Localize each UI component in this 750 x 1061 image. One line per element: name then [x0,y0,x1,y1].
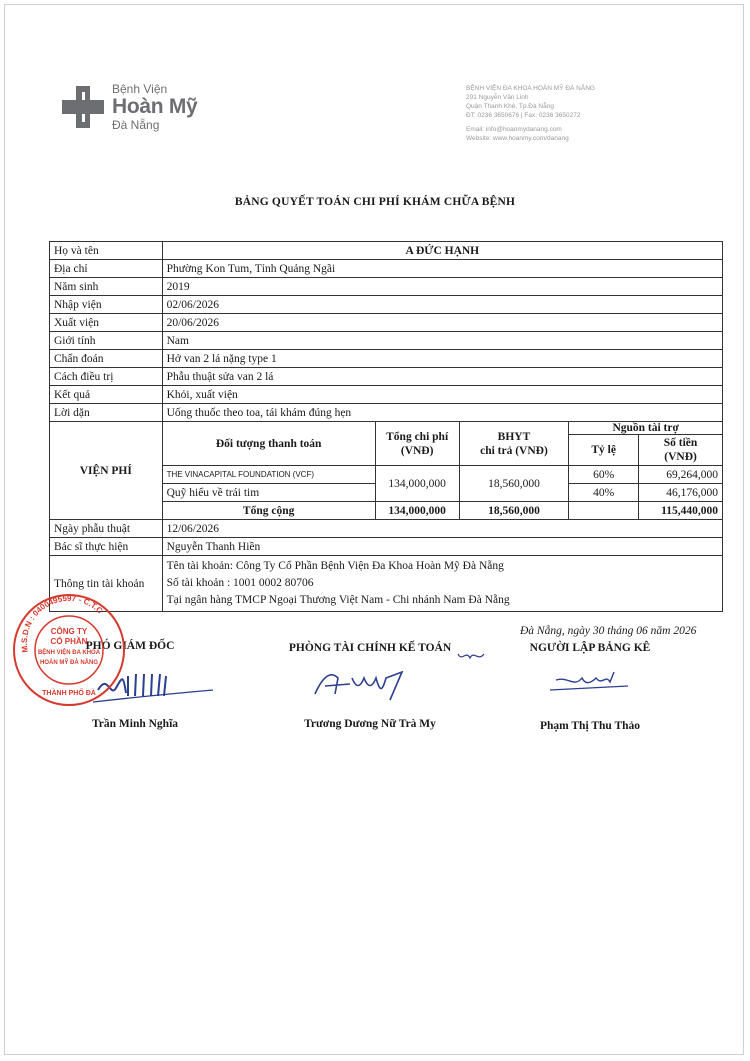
patient-name: A ĐỨC HẠNH [162,242,722,260]
label: Bác sĩ thực hiện [50,538,163,556]
label: Năm sinh [50,278,163,296]
row-account [50,556,723,612]
col-bhyt-line1: BHYT [497,430,531,443]
preparer-signature [548,668,638,698]
label: Ngày phẫu thuật [50,520,163,538]
col-funding: Nguồn tài trợ [569,422,723,435]
col-amount [639,435,723,466]
row-birth [50,278,723,296]
label: Xuất viện [50,314,163,332]
amount-fund: 46,176,000 [639,484,723,502]
col-total-line2: (VNĐ) [400,444,434,457]
finance-signature [310,648,490,708]
stamp-ring-text: M.S.D.N : 0400495597 - C.T.C [19,593,105,654]
label: Cách điều trị [50,368,163,386]
col-bhyt [459,422,569,466]
fees-label: VIỆN PHÍ [50,422,163,520]
settlement-table [49,241,723,612]
account-number: Số tài khoản : 1001 0002 80706 [166,577,314,589]
bhyt-paid: 18,560,000 [459,466,569,502]
sum-total: 134,000,000 [375,502,459,520]
row-name [50,242,723,260]
col-total-line1: Tổng chi phí [386,430,449,443]
col-amount-line1: Số tiền [663,437,698,449]
label: Kết quả [50,386,163,404]
signature-block-preparer [515,642,665,654]
label: Chẩn đoán [50,350,163,368]
row-doctor [50,538,723,556]
director-title: PHÓ GIÁM ĐỐC [85,640,175,652]
birth-value: 2019 [162,278,722,296]
row-admit [50,296,723,314]
col-bhyt-line2: chi trả (VNĐ) [480,444,548,457]
discharge-value: 20/06/2026 [162,314,722,332]
logo-line-2: Hoàn Mỹ [112,95,198,118]
label: Địa chỉ [50,260,163,278]
label: Họ và tên [50,242,163,260]
label: Lời dặn [50,404,163,422]
row-diagnosis [50,350,723,368]
payer-fund: Quỹ hiểu về trái tim [162,484,375,502]
sum-label: Tổng cộng [162,502,375,520]
stamp-line: CỔ PHẦN [50,637,88,646]
finance-name: Trương Dương Nữ Trà My [304,718,436,730]
label: Nhập viện [50,296,163,314]
label: Thông tin tài khoản [50,556,163,612]
medical-cross-logo-icon [62,86,104,128]
sum-rate-empty [569,502,639,520]
address-value: Phường Kon Tum, Tỉnh Quảng Ngãi [162,260,722,278]
hospital-contact-info [466,84,595,143]
gender-value: Nam [162,332,722,350]
fees-header-row-1 [50,422,723,435]
logo-line-1: Bệnh Viện [112,82,168,96]
row-gender [50,332,723,350]
total-cost: 134,000,000 [375,466,459,502]
admit-value: 02/06/2026 [162,296,722,314]
stamp-line: CÔNG TY [50,627,88,636]
col-payer: Đối tượng thanh toán [162,422,375,466]
logo-line-3: Đà Nẵng [112,118,160,132]
stamp-line: HOÀN MỸ ĐÀ NẴNG [40,660,98,666]
diagnosis-value: Hở van 2 lá nặng type 1 [162,350,722,368]
info-line: Quận Thanh Khê, Tp.Đà Nẵng [466,103,554,110]
payer-vcf: THE VINACAPITAL FOUNDATION (VCF) [162,466,375,484]
sum-bhyt: 18,560,000 [459,502,569,520]
company-stamp [10,590,128,708]
col-total [375,422,459,466]
amount-vcf: 69,264,000 [639,466,723,484]
date-line: Đà Nẵng, ngày 30 tháng 06 năm 2026 [520,625,697,637]
stamp-line: BỆNH VIỆN ĐA KHOA [37,650,101,656]
account-name: Tên tài khoản: Công Ty Cổ Phần Bệnh Viện Đa Khoa Hoàn Mỹ Đà Nẵng [166,560,504,572]
advice-value: Uống thuốc theo toa, tái khám đúng hẹn [162,404,722,422]
account-bank: Tại ngân hàng TMCP Ngoại Thương Việt Nam - Chi nhánh Nam Đà Nẵng [166,594,510,606]
preparer-name: Phạm Thị Thu Thảo [539,720,641,732]
col-amount-line2: (VNĐ) [664,451,697,463]
info-line: Website: www.hoanmy.com/danang [466,135,569,142]
row-treatment [50,368,723,386]
col-rate: Tỷ lệ [569,435,639,466]
preparer-title: NGƯỜI LẬP BẢNG KÊ [529,642,651,654]
label: Giới tính [50,332,163,350]
rate-fund: 40% [569,484,639,502]
row-advice [50,404,723,422]
row-discharge [50,314,723,332]
doctor-value: Nguyễn Thanh Hiền [162,538,722,556]
surgery-date-value: 12/06/2026 [162,520,722,538]
row-result [50,386,723,404]
info-line: 291 Nguyễn Văn Linh [466,94,529,101]
info-line: BỆNH VIỆN ĐA KHOA HOÀN MỸ ĐÀ NẴNG [466,85,595,92]
sum-amount: 115,440,000 [639,502,723,520]
info-line: ĐT: 0236 3650676 | Fax: 0236 3650272 [466,112,581,119]
document-title: BẢNG QUYẾT TOÁN CHI PHÍ KHÁM CHỮA BỆNH [234,196,516,208]
finance-title: PHÒNG TÀI CHÍNH KẾ TOÁN [288,642,452,654]
treatment-value: Phẫu thuật sửa van 2 lá [162,368,722,386]
account-info [162,556,722,612]
rate-vcf: 60% [569,466,639,484]
result-value: Khỏi, xuất viện [162,386,722,404]
row-surgery-date [50,520,723,538]
director-name: Trần Minh Nghĩa [91,718,179,730]
stamp-bottom: THÀNH PHỐ ĐÀ [42,690,96,697]
row-address [50,260,723,278]
info-line: Email: info@hoanmydanang.com [466,126,562,133]
